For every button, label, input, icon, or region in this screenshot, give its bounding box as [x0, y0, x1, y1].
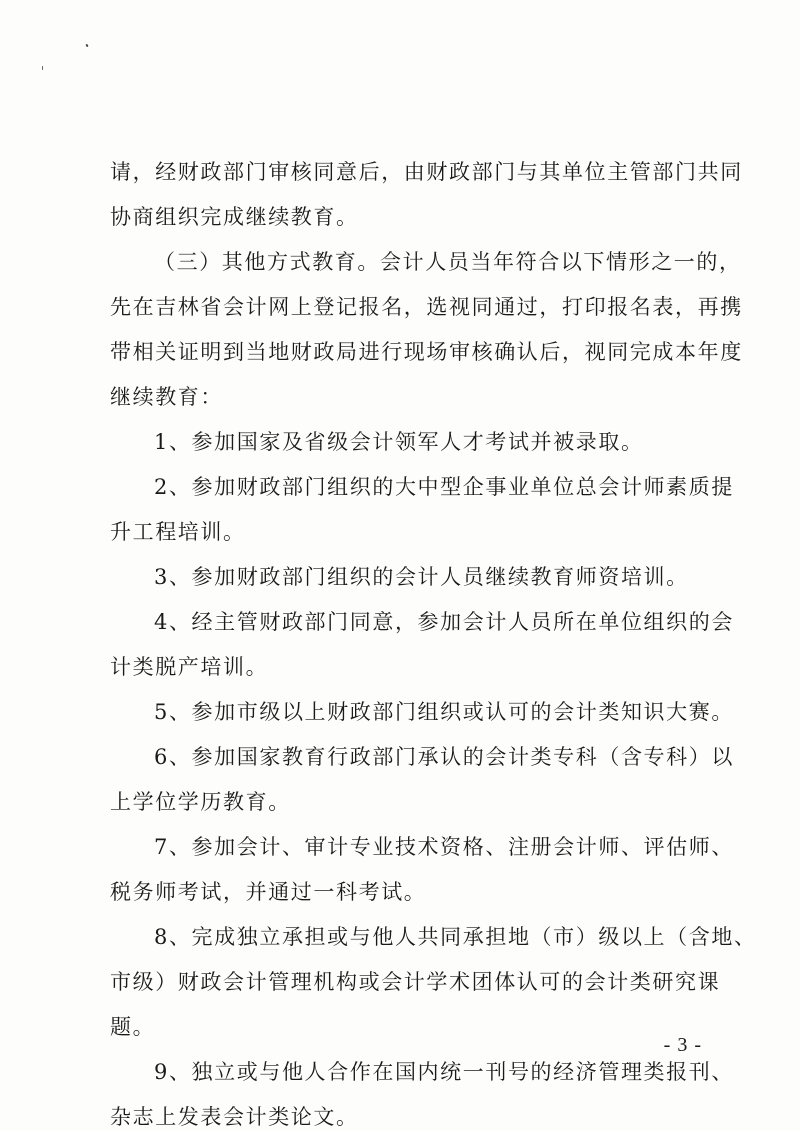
document-body	[110, 150, 757, 1140]
body-line: 税务师考试，并通过一科考试。	[110, 880, 427, 904]
body-line: 2、参加财政部门组织的大中型企事业单位总会计师素质提	[154, 475, 734, 499]
scan-speck	[42, 66, 43, 70]
body-line: 题。	[110, 1015, 156, 1039]
body-line: 9、独立或与他人合作在国内统一刊号的经济管理类报刊、	[154, 1060, 734, 1084]
body-line: 先在吉林省会计网上登记报名，选视同通过，打印报名表，再携	[110, 295, 743, 319]
body-line: 7、参加会计、审计专业技术资格、注册会计师、评估师、	[154, 835, 734, 859]
body-line: 5、参加市级以上财政部门组织或认可的会计类知识大赛。	[154, 700, 734, 724]
body-line: 杂志上发表会计类论文。	[110, 1105, 359, 1129]
body-line: 上学位学历教育。	[110, 790, 291, 814]
body-line: （三）其他方式教育。会计人员当年符合以下情形之一的，	[154, 250, 742, 274]
body-line: 4、经主管财政部门同意，参加会计人员所在单位组织的会	[154, 610, 734, 634]
scan-speck	[85, 44, 88, 48]
body-line: 1、参加国家及省级会计领军人才考试并被录取。	[154, 430, 644, 454]
body-line: 市级）财政会计管理机构或会计学术团体认可的会计类研究课	[110, 970, 721, 994]
body-line: 带相关证明到当地财政局进行现场审核确认后，视同完成本年度	[110, 340, 743, 364]
body-line: 6、参加国家教育行政部门承认的会计类专科（含专科）以	[154, 745, 734, 769]
body-line: 8、完成独立承担或与他人共同承担地（市）级以上（含地、	[154, 925, 757, 949]
page-number: - 3 -	[663, 1034, 702, 1056]
body-line: 继续教育：	[110, 385, 223, 409]
body-line: 3、参加财政部门组织的会计人员继续教育师资培训。	[154, 565, 689, 589]
body-line: 协商组织完成继续教育。	[110, 205, 359, 229]
body-line: 升工程培训。	[110, 520, 246, 544]
body-line: 计类脱产培训。	[110, 655, 269, 679]
body-line: 请，经财政部门审核同意后，由财政部门与其单位主管部门共同	[110, 160, 743, 184]
